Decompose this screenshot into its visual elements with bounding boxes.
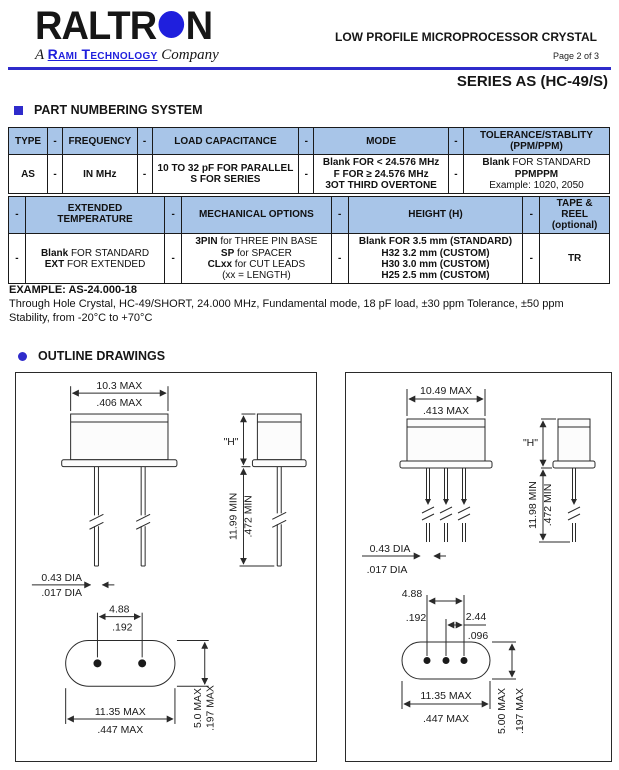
section-outline-drawings — [18, 349, 165, 363]
bullet-square-icon — [14, 106, 23, 115]
cell-dash: - — [137, 155, 152, 194]
header-divider — [8, 67, 611, 70]
dim-h-label: "H" — [223, 436, 239, 448]
dim-base-width-mm: 11.35 MAX — [94, 707, 146, 719]
table-header-row — [9, 197, 610, 234]
tagline-company: Company — [157, 47, 219, 63]
dim-pin-pitch-mm: 2.44 — [465, 611, 487, 623]
header-type: TYPE — [9, 128, 48, 155]
example-block — [9, 283, 612, 325]
dim-lead-length-in: .472 MIN — [243, 495, 255, 538]
mech-opt1 — [183, 236, 330, 247]
header-tape-reel — [540, 197, 610, 234]
part-number-table-1 — [8, 127, 610, 194]
cell-tolerance — [463, 155, 609, 194]
section-title: PART NUMBERING SYSTEM — [34, 103, 203, 117]
brand-wordmark — [35, 4, 213, 48]
header-dash: - — [9, 197, 26, 234]
front-view — [32, 386, 177, 585]
header-dash: - — [299, 128, 314, 155]
cell-dash: - — [299, 155, 314, 194]
dim-base-height-in: .197 MAX — [205, 685, 217, 731]
cell-frequency: IN MHz — [63, 155, 138, 194]
height-opt1: Blank FOR 3.5 mm (STANDARD) — [358, 236, 513, 248]
mech-bold: SP — [220, 247, 235, 259]
mech-bold: 3PIN — [195, 236, 218, 248]
mode-line1: Blank FOR < 24.576 MHz — [322, 157, 440, 169]
outline-drawing-box-3lead — [345, 372, 612, 762]
dim-pin-spacing-mm: 4.88 — [401, 588, 423, 600]
mode-line3: 3OT THIRD OVERTONE — [325, 179, 437, 191]
cell-height — [348, 234, 523, 284]
bullet-circle-icon — [18, 352, 27, 361]
temp-bold: Blank — [40, 247, 69, 259]
cell-mode — [314, 155, 449, 194]
dim-body-width-in: .413 MAX — [422, 405, 470, 417]
table-row — [9, 155, 610, 194]
temp-opt1 — [27, 248, 163, 259]
header-load-capacitance: LOAD CAPACITANCE — [152, 128, 299, 155]
logo-dot-icon — [158, 11, 184, 38]
cell-extended-temperature — [25, 234, 164, 284]
brand-text-right: N — [185, 4, 213, 48]
section-title: OUTLINE DRAWINGS — [38, 349, 166, 363]
dim-body-width-in: .406 MAX — [96, 398, 143, 410]
load-line1: 10 TO 32 pF FOR PARALLEL — [157, 162, 294, 174]
mech-opt3 — [183, 259, 330, 270]
header-dash: - — [137, 128, 152, 155]
dim-pin-spacing-in: .192 — [405, 612, 427, 624]
temp-bold: EXT — [44, 258, 65, 270]
document-title: LOW PROFILE MICROPROCESSOR CRYSTAL — [334, 30, 597, 44]
table-header-row — [9, 128, 610, 155]
cell-mechanical-options — [182, 234, 332, 284]
header-dash: - — [448, 128, 463, 155]
height-opt2: H32 3.2 mm (CUSTOM) — [381, 247, 490, 259]
temp-line1: EXTENDED — [67, 203, 123, 215]
drawing-3lead — [346, 373, 611, 761]
height-opt4: H25 2.5 mm (CUSTOM) — [381, 269, 490, 281]
dim-base-width-in: .447 MAX — [422, 713, 470, 725]
tol-line1 — [465, 157, 608, 168]
temp-regular: FOR EXTENDED — [64, 258, 146, 270]
header-extended-temperature — [25, 197, 164, 234]
tape-line1: TAPE & — [556, 198, 593, 209]
cell-dash: - — [48, 155, 63, 194]
mech-opt2 — [183, 248, 330, 259]
mech-regular: for CUT LEADS — [232, 258, 306, 270]
tolerance-line2: (PPM/PPM) — [510, 141, 563, 153]
mech-bold: CLxx — [207, 258, 233, 270]
example-line2: Stability, from -20°C to +70°C — [9, 312, 153, 325]
header-frequency: FREQUENCY — [63, 128, 138, 155]
dim-lead-dia-in: .017 DIA — [366, 564, 408, 576]
header-dash: - — [331, 197, 348, 234]
dim-base-width-in: .447 MAX — [97, 724, 144, 736]
dim-pin-spacing-mm: 4.88 — [109, 604, 130, 616]
dim-lead-length-in: .472 MIN — [542, 483, 554, 527]
mech-regular: for THREE PIN BASE — [217, 236, 318, 248]
dim-base-height-mm: 5.00 MAX — [496, 687, 508, 735]
dim-base-height-mm: 5.0 MAX — [192, 688, 204, 729]
tol-bold: Blank — [482, 157, 510, 169]
mode-line2: F FOR ≥ 24.576 MHz — [333, 168, 429, 180]
dim-lead-dia-mm: 0.43 DIA — [369, 543, 411, 555]
page-number: Page 2 of 3 — [552, 51, 599, 61]
dim-pin-spacing-in: .192 — [112, 622, 133, 634]
dim-lead-length-mm: 11.99 MIN — [228, 492, 240, 540]
part-number-table-2 — [8, 196, 610, 284]
tagline-brand: Rami Technology — [47, 46, 158, 62]
cell-dash: - — [331, 234, 348, 284]
cell-dash: - — [165, 234, 182, 284]
header-mode: MODE — [314, 128, 449, 155]
cell-dash: - — [523, 234, 540, 284]
dim-base-width-mm: 11.35 MAX — [420, 690, 472, 702]
tagline-a: A — [35, 47, 48, 63]
cell-type: AS — [9, 155, 48, 194]
temp-line2: TEMPERATURE — [57, 214, 133, 226]
height-opt3: H30 3.0 mm (CUSTOM) — [381, 258, 490, 270]
brand-text-left: RALTR — [35, 4, 157, 48]
table-row — [9, 234, 610, 284]
mech-opt4: (xx = LENGTH) — [222, 269, 291, 281]
dim-lead-dia-in: .017 DIA — [41, 587, 82, 599]
cell-dash: - — [9, 234, 26, 284]
example-line1: Through Hole Crystal, HC-49/SHORT, 24.000 MHz, Fundamental mode, 18 pF load, ±30 ppm Tolerance, ±50 ppm — [9, 298, 564, 311]
header-tolerance — [463, 128, 609, 155]
raltron-logo — [35, 4, 221, 64]
example-label: EXAMPLE: AS-24.000-18 — [9, 284, 137, 296]
dim-body-width-mm: 10.3 MAX — [96, 381, 143, 393]
side-view — [240, 414, 307, 566]
cell-tape-reel: TR — [540, 234, 610, 284]
tape-line3: (optional) — [551, 219, 598, 231]
dim-lead-length-mm: 11.98 MIN — [527, 481, 539, 529]
dim-h-label: "H" — [522, 437, 538, 449]
tol-regular: FOR STANDARD — [509, 157, 591, 169]
dim-base-height-in: .197 MAX — [514, 687, 526, 735]
header-dash: - — [523, 197, 540, 234]
dim-lead-dia-mm: 0.43 DIA — [41, 572, 82, 584]
load-line2: S FOR SERIES — [190, 174, 261, 186]
mech-regular: for SPACER — [234, 247, 292, 259]
temp-regular: FOR STANDARD — [68, 247, 150, 259]
tape-line2: REEL — [561, 208, 588, 220]
outline-drawing-box-2lead — [15, 372, 317, 762]
cell-load-capacitance — [152, 155, 299, 194]
dim-pin-pitch-in: .096 — [467, 630, 489, 642]
series-title: SERIES AS (HC-49/S) — [456, 73, 608, 90]
dim-body-width-mm: 10.49 MAX — [420, 385, 472, 397]
drawing-2lead — [16, 373, 316, 761]
header-dash: - — [48, 128, 63, 155]
cell-dash: - — [448, 155, 463, 194]
header-dash: - — [165, 197, 182, 234]
header-mechanical-options: MECHANICAL OPTIONS — [182, 197, 332, 234]
tolerance-line1: TOLERANCE/STABLITY — [479, 130, 593, 141]
tol-line2: PPMPPM — [514, 168, 559, 180]
section-part-numbering — [14, 103, 203, 117]
header-height: HEIGHT (H) — [348, 197, 523, 234]
tol-line3: Example: 1020, 2050 — [489, 179, 584, 191]
temp-opt2 — [27, 259, 163, 270]
logo-tagline — [35, 46, 221, 64]
